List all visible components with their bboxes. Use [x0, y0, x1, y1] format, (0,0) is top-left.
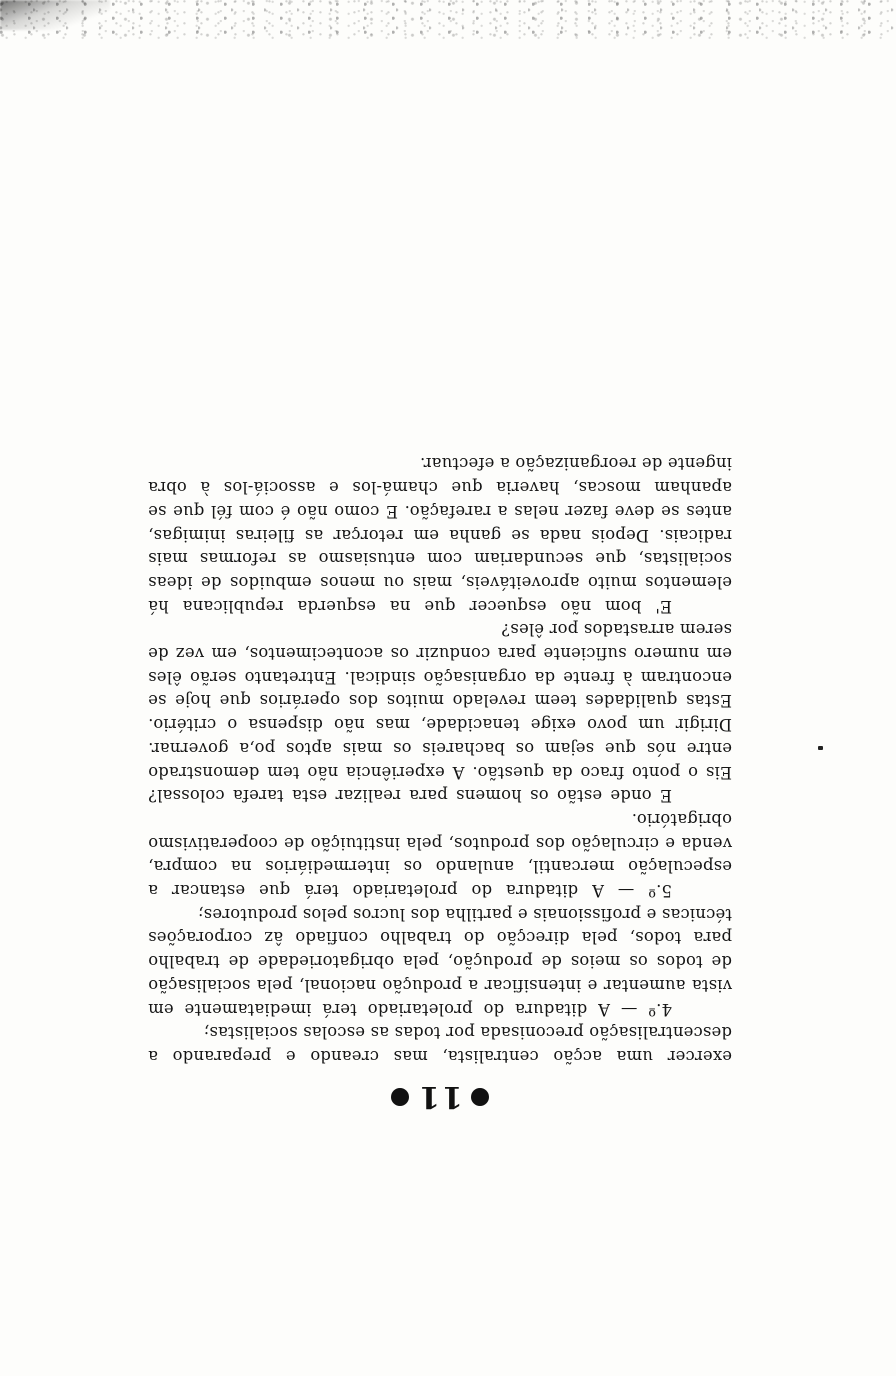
scan-noise [0, 0, 896, 40]
paragraph: E' bom não esquecer que na esquerda republicana há elementos muito aproveitáveis, mais ou menos embuidos de ideas socialistas, que secundariam com entusiasmo as reformas mais radicais. Depois nada se ganha em retorçar as fileiras inimigas, antes se deve fazer nelas a rarefação. E como não é com fél que se apanham moscas, haveria que chamá-los e associá-los à obra ingente de reorganização a efectuar. [148, 454, 732, 616]
upside-down-text-block [148, 426, 732, 1116]
scan-smudge [0, 0, 110, 30]
paragraph: 4.º — A ditadura do proletariado terá imediatamente em vista aumentar e intensificar a produção nacional, pela socialisação de todos os meios de produção, pela obrigatoriedade de trabalho para todos, pela direcção do trabalho confiado âz corporações técnicas e profissionais e partilha dos lucros pelos produtores; [148, 904, 732, 1019]
scan-speck [818, 746, 823, 750]
bullet-dot-icon [471, 1088, 489, 1106]
page-number-text: 11 [417, 1079, 463, 1114]
paragraph: 5.º — A ditadura do proletariado terá que estancar a especulação mercantil, anulando os intermediários na compra, venda e circulação dos produtos, pela instituição de cooperativismo obrigatório. [148, 809, 732, 901]
paragraph: E onde estão os homens para realizar esta tarefa colossal? Eis o ponto fraco da questão. A experiência não tem demonstrado entre nós que sejam os bachareis os mais aptos po,a governar. Dirigir um povo exige tenacidade, mas não dispensa o critério. Estas qualidades teem revelado muitos dos operários que hoje se encontram à frente da organisação sindical. Entretanto serão êles em numero suficiente para conduzir os acontecimentos, em vez de serem arrastados por êles? [148, 620, 732, 806]
bullet-dot-icon [391, 1088, 409, 1106]
page-number [148, 1076, 732, 1116]
paragraph: exercer uma acção centralista, mas creando e preparando a descentralisação preconisada por todas as escolas socialistas; [148, 1023, 732, 1066]
body-text [148, 452, 732, 1068]
